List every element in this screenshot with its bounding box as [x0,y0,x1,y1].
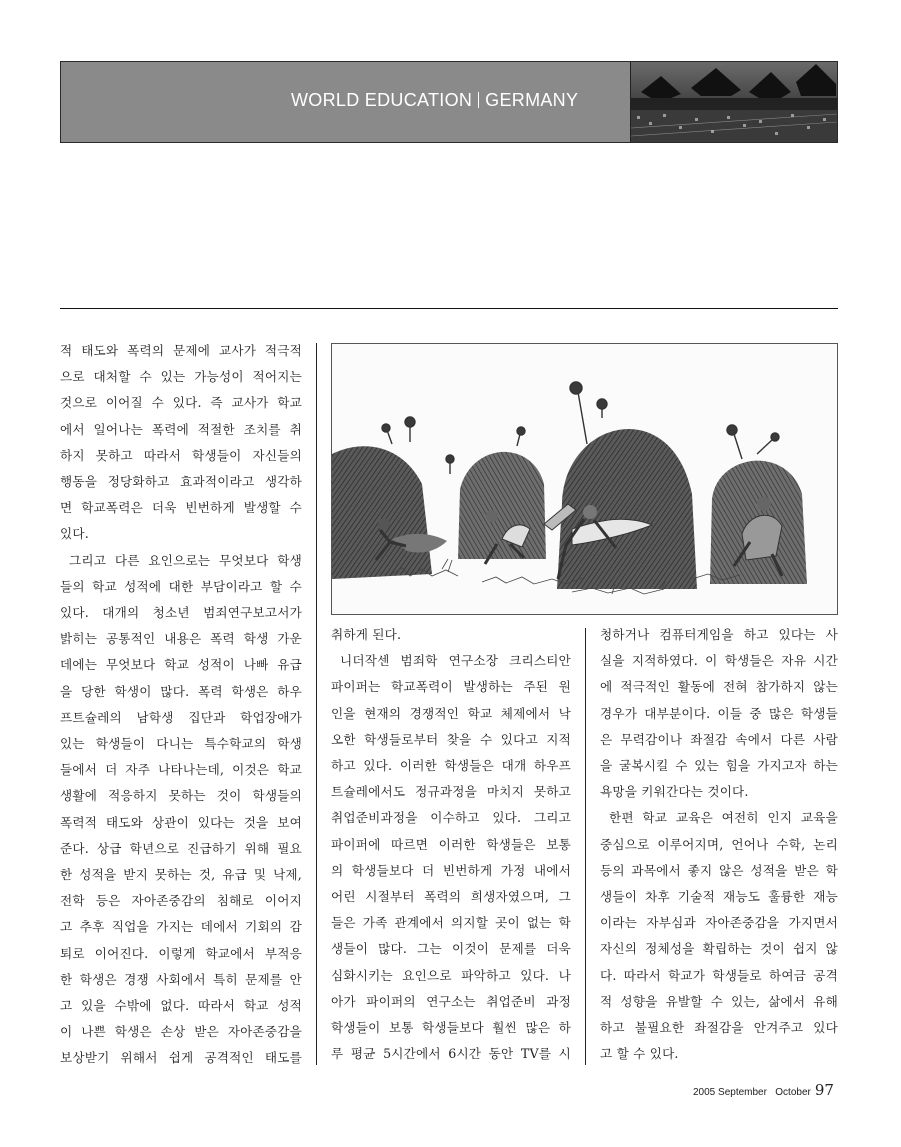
text-line: 욕망을 키워간다는 것이다. [600,784,749,800]
text-line: 은 무력감이나 좌절감 속에서 다른 사람 [600,731,838,747]
text-line: 실을 지적하였다. 이 학생들은 자유 시간 [600,653,838,669]
text-line: 인을 현재의 경쟁적인 학교 체제에서 낙 [331,705,571,721]
page-number: 97 [814,1081,834,1099]
text-line: 밝히는 공통적인 내용은 폭력 학생 가운 [60,631,302,647]
text-line: 취업준비과정을 이수하고 있다. 그리고 [331,810,571,826]
text-line: 고 추후 직업을 가지는 데에서 기회의 감 [60,919,302,935]
column-divider-2 [585,628,586,1065]
text-column-1 [60,338,302,1072]
article-illustration [331,343,838,615]
text-line: 전학 등은 자아존중감의 침해로 이어지 [60,893,302,909]
text-line: 한편 학교 교육은 여전히 인지 교육을 [609,810,838,826]
text-line: 으로 대처할 수 있는 가능성이 적어지는 [60,369,302,385]
text-line: 생들이 많다. 그는 이것이 문제를 더욱 [331,941,571,957]
text-line: 준다. 상급 학년으로 진급하기 위해 필요 [60,840,302,856]
text-line: 어린 시절부터 폭력의 희생자였으며, 그 [331,889,571,905]
text-line: 들의 학교 성적에 대한 부담이라고 할 수 [60,578,302,594]
text-line: 하지 못하고 따라서 학생들이 자신들의 [60,447,302,463]
text-line: 을 굴복시킬 수 있는 힘을 가지고자 하는 [600,758,838,774]
text-line: 고 있을 수밖에 없다. 따라서 학교 성적 [60,998,302,1014]
text-line: 있다. [60,526,89,542]
text-line: 면 학교폭력은 더욱 빈번하게 발생할 수 [60,500,302,516]
country-label: GERMANY [485,90,579,110]
text-line: 아가 파이퍼의 연구소는 취업준비 과정 [331,993,571,1009]
text-line: 이라는 자부심과 자아존중감을 가지면서 [600,915,838,931]
banner-title [291,90,578,111]
page-footer [693,1081,834,1099]
text-line: 자신의 정체성을 확립하는 것이 쉽지 않 [600,941,838,957]
text-line: 데에는 무엇보다 학교 성적이 나빠 유급 [60,657,302,673]
text-line: 고 할 수 있다. [600,1046,679,1062]
text-line: 학생들이 보통 학생들보다 훨씬 많은 하 [331,1020,571,1036]
text-line: 취하게 된다. [331,627,402,642]
text-line: 프트슐레의 남학생 집단과 학업장애가 [60,709,302,725]
text-line: 경우가 대부분이다. 이들 중 많은 학생들 [600,705,838,721]
text-column-2 [331,622,571,1067]
header-banner [60,61,838,143]
text-line: 생활에 적응하지 못하는 것이 학생들의 [60,788,302,804]
text-line: 있는 학생들이 다니는 특수학교의 학생 [60,736,302,752]
text-line: 보상받기 위해서 쉽게 공격적인 태도를 [60,1050,302,1066]
banner-photo [630,62,837,142]
issue-date: 2005 September October [693,1087,811,1098]
text-line: 이 나쁜 학생은 손상 받은 자아존중감을 [60,1024,302,1040]
text-line: 파이퍼는 학교폭력이 발생하는 주된 원 [331,679,571,695]
section-label: WORLD EDUCATION [291,90,473,110]
text-line: 다. 따라서 학교가 학생들로 하여금 공격 [600,967,838,983]
text-column-3 [600,622,838,1067]
text-line: 하고 있다. 이러한 학생들은 대개 하우프 [331,758,571,774]
header-rule [60,308,838,309]
text-line: 의 학생들보다 더 빈번하게 가정 내에서 [331,862,571,878]
text-line: 행동을 정당화하고 효과적이라고 생각하 [60,474,302,490]
text-line: 들은 가족 관계에서 의지할 곳이 없는 학 [331,915,571,931]
column-divider-1 [316,343,317,1065]
text-line: 한 학생은 경쟁 사회에서 특히 문제를 안 [60,971,302,987]
text-line: 퇴로 이어진다. 이렇게 학교에서 부적응 [60,945,302,961]
text-line: 청하거나 컴퓨터게임을 하고 있다는 사 [600,627,838,642]
text-line: 루 평균 5시간에서 6시간 동안 TV를 시 [331,1046,571,1062]
text-line: 한 성적을 받지 못하는 것, 유급 및 낙제, [60,867,302,883]
text-line: 심화시키는 요인으로 파악하고 있다. 나 [331,967,571,983]
text-line: 그리고 다른 요인으로는 무엇보다 학생 [69,552,302,568]
text-line: 에 적극적인 활동에 전혀 참가하지 않는 [600,679,838,695]
text-line: 등의 과목에서 좋지 않은 성적을 받은 학 [600,862,838,878]
text-line: 들에서 더 자주 나타나는데, 이것은 학교 [60,762,302,778]
text-line: 중심으로 이루어지며, 언어나 수학, 논리 [600,836,838,852]
text-line: 하고 불필요한 좌절감을 안겨주고 있다 [600,1020,838,1036]
title-divider [478,92,479,108]
text-line: 생들이 차후 기술적 재능도 훌륭한 재능 [600,889,838,905]
city-rooftops-icon [631,62,837,142]
running-figures-illustration-icon [332,344,837,614]
text-line: 파이퍼에 따르면 이러한 학생들은 보통 [331,836,571,852]
text-line: 니더작센 범죄학 연구소장 크리스티안 [340,653,571,669]
text-line: 적 성향을 유발할 수 있는, 삶에서 유해 [600,993,838,1009]
text-line: 오한 학생들로부터 찾을 수 있다고 지적 [331,731,571,747]
text-line: 있다. 대개의 청소년 범죄연구보고서가 [60,605,302,621]
text-line: 적 태도와 폭력의 문제에 교사가 적극적 [60,343,302,358]
text-line: 폭력적 태도와 상관이 있다는 것을 보여 [60,814,302,830]
text-line: 것으로 이어질 수 있다. 즉 교사가 학교 [60,395,302,411]
text-line: 에서 일어나는 폭력에 적절한 조치를 취 [60,421,302,437]
text-line: 을 당한 학생이 많다. 폭력 학생은 하우 [60,683,302,699]
text-line: 트슐레에서도 정규과정을 마치지 못하고 [331,784,571,800]
